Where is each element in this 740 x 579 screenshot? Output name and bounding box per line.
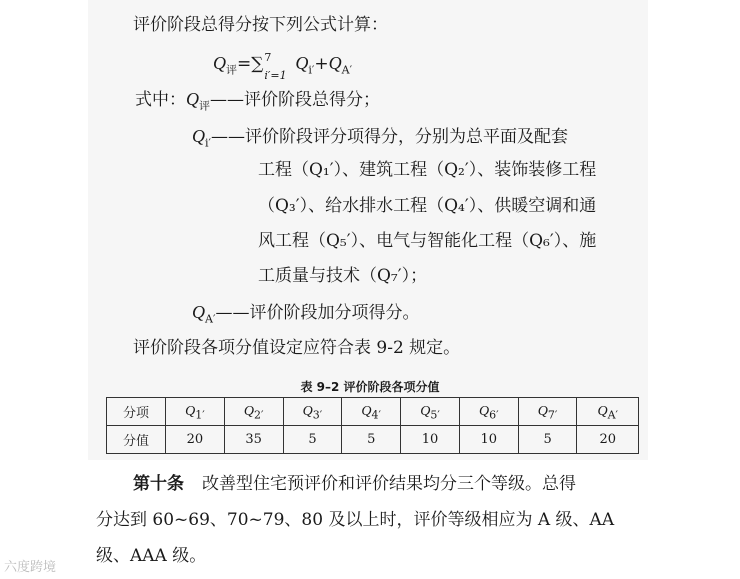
qi-symbol: Q xyxy=(192,126,205,146)
formula-term2: Q xyxy=(328,53,342,73)
value-cell: 35 xyxy=(224,426,283,454)
formula-sum: ∑ xyxy=(251,54,264,74)
formula-term1: Q xyxy=(295,53,309,73)
value-cell: 20 xyxy=(166,426,225,454)
value-cell: 5 xyxy=(342,426,401,454)
where-symbol: Q xyxy=(186,89,199,109)
qi-dash: —— xyxy=(211,127,246,147)
header-cell: $Q_{4'}$ xyxy=(342,398,401,426)
formula-lhs: Q xyxy=(213,53,226,73)
qa-symbol-sub: A′ xyxy=(205,312,216,326)
header-cell: $Q_{1'}$ xyxy=(166,398,225,426)
value-cell: 10 xyxy=(401,426,460,454)
qi-line-4: 风工程（Q₅′）、电气与智能化工程（Q₆′）、施 xyxy=(258,231,597,251)
header-cell: $Q_{2'}$ xyxy=(224,398,283,426)
table-caption: 表 9–2 评价阶段各项分值 xyxy=(300,380,440,394)
value-cell: 20 xyxy=(577,426,639,454)
qi-line-1: 评价阶段评分项得分，分别为总平面及配套 xyxy=(245,127,569,147)
header-cell: $Q_{5'}$ xyxy=(401,398,460,426)
qi-definition-head xyxy=(192,125,568,148)
formula-lhs-sub: 评 xyxy=(226,63,237,77)
value-cell: 5 xyxy=(518,426,577,454)
row-label-values: 分值 xyxy=(107,426,166,454)
formula-term1-sub: i′ xyxy=(308,63,315,77)
article-heading: 第十条 xyxy=(133,474,184,494)
qi-line-3: （Q₃′）、给水排水工程（Q₄′）、供暖空调和通 xyxy=(258,196,597,216)
table-reference-paragraph: 评价阶段各项分值设定应符合表 9-2 规定。 xyxy=(133,338,461,358)
header-cell: $Q_{A'}$ xyxy=(577,398,639,426)
formula-plus: + xyxy=(314,54,329,74)
value-cell: 5 xyxy=(283,426,342,454)
watermark: 六度跨境 xyxy=(4,560,57,575)
formula-sum-top: 7 xyxy=(264,51,272,64)
qa-symbol: Q xyxy=(192,302,205,322)
article-line-3: 级、AAA 级。 xyxy=(96,546,207,566)
qi-line-5: 工质量与技术（Q₇′）； xyxy=(258,266,428,286)
formula xyxy=(213,51,353,82)
header-cell: $Q_{7'}$ xyxy=(518,398,577,426)
table-row-values xyxy=(107,426,639,454)
qa-definition xyxy=(192,301,419,324)
where-label: 式中： xyxy=(135,90,186,110)
where-symbol-sub: 评 xyxy=(199,99,210,113)
value-cell: 10 xyxy=(459,426,518,454)
row-label-items: 分项 xyxy=(107,398,166,426)
score-table xyxy=(106,397,639,454)
qa-description: ——评价阶段加分项得分。 xyxy=(215,303,420,323)
formula-sum-bottom: i′=1 xyxy=(264,69,287,82)
header-cell: $Q_{3'}$ xyxy=(283,398,342,426)
table-row-items xyxy=(107,398,639,426)
article-text-1: 改善型住宅预评价和评价结果均分三个等级。总得 xyxy=(202,474,576,494)
header-cell: $Q_{6'}$ xyxy=(459,398,518,426)
intro-text: 评价阶段总得分按下列公式计算： xyxy=(133,15,388,35)
where-line xyxy=(135,88,380,111)
qi-symbol-sub: i′ xyxy=(205,136,212,150)
article-line-1 xyxy=(133,473,576,495)
formula-equals: = xyxy=(237,54,252,74)
article-line-2: 分达到 60~69、70~79、80 及以上时，评价等级相应为 A 级、AA xyxy=(96,510,615,530)
formula-term2-sub: A′ xyxy=(341,63,353,77)
qi-line-2: 工程（Q₁′）、建筑工程（Q₂′）、装饰装修工程 xyxy=(258,160,597,180)
where-description: ——评价阶段总得分； xyxy=(210,90,380,110)
